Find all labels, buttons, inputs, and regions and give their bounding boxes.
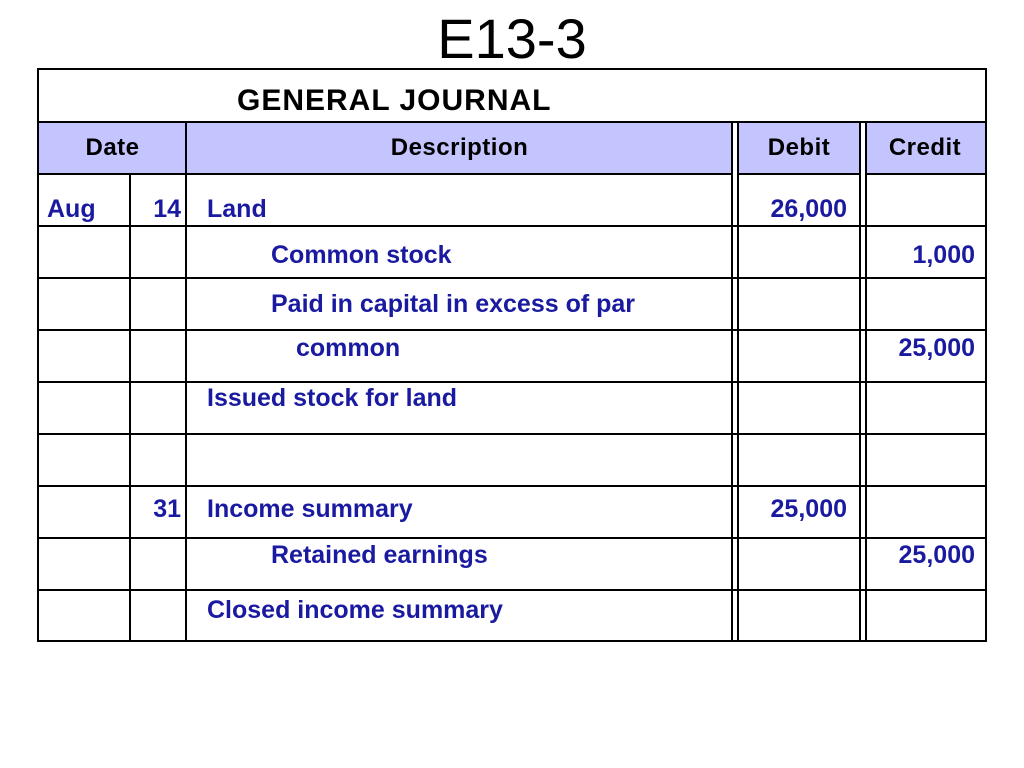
row-line <box>39 329 985 331</box>
entry-description-credit-continued: common <box>296 334 401 362</box>
entry-description-debit: Land <box>207 195 267 223</box>
entry-day: 31 <box>153 495 181 523</box>
entry-debit-amount: 26,000 <box>770 195 847 223</box>
entry-description-debit: Income summary <box>207 495 413 523</box>
row-line <box>39 381 985 383</box>
grid-line-month-day <box>129 175 131 642</box>
entry-day: 14 <box>153 195 181 223</box>
slide-title: E13-3 <box>437 7 587 70</box>
journal-title: GENERAL JOURNAL <box>237 84 552 117</box>
row-line <box>39 589 985 591</box>
row-line <box>39 537 985 539</box>
entry-description-credit: Retained earnings <box>271 541 488 569</box>
row-line <box>39 277 985 279</box>
journal-title-bar <box>39 70 985 123</box>
entry-explanation: Closed income summary <box>207 596 503 624</box>
entry-credit-amount: 1,000 <box>912 241 975 269</box>
header-credit: Credit <box>865 123 985 175</box>
entry-month: Aug <box>47 195 96 223</box>
entry-credit-amount: 25,000 <box>898 541 975 569</box>
header-date: Date <box>39 123 186 175</box>
entry-credit-amount: 25,000 <box>898 334 975 362</box>
entry-debit-amount: 25,000 <box>770 495 847 523</box>
row-line <box>39 225 985 227</box>
row-line <box>39 433 985 435</box>
row-line <box>39 485 985 487</box>
general-journal-table <box>37 68 987 642</box>
entry-description-credit: Paid in capital in excess of par <box>271 290 636 318</box>
header-debit: Debit <box>739 123 859 175</box>
entry-description-credit: Common stock <box>271 241 452 269</box>
entry-explanation: Issued stock for land <box>207 384 458 412</box>
header-description: Description <box>186 123 733 175</box>
